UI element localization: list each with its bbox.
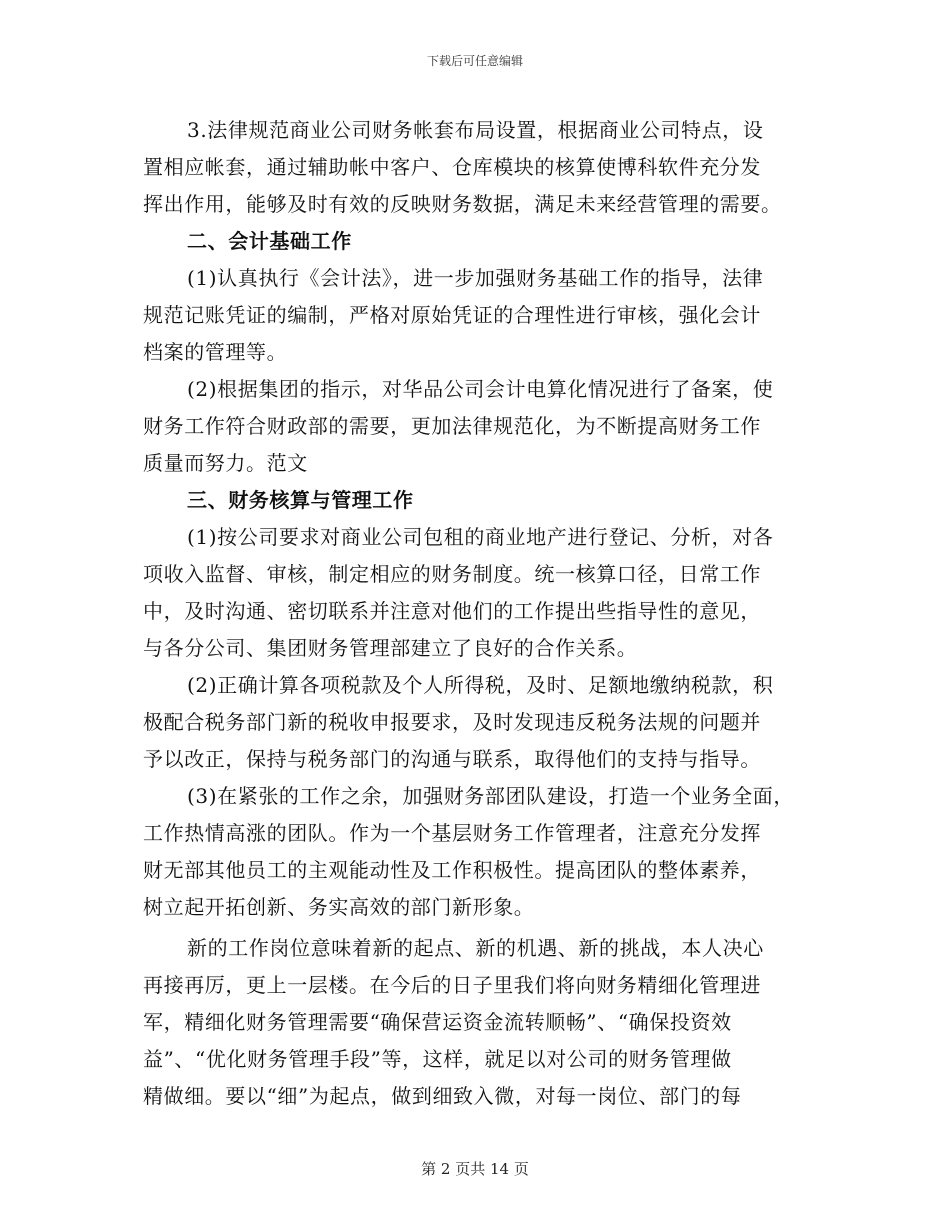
body-line: (2)正确计算各项税款及个人所得税，及时、足额地缴纳税款，积 (187, 673, 774, 697)
body-line: 质量而努力。范文 (143, 451, 308, 475)
body-line: (3)在紧张的工作之余，加强财务部团队建设，打造一个业务全面， (187, 784, 794, 808)
body-line: 挥出作用，能够及时有效的反映财务数据，满足未来经营管理的需要。 (143, 192, 782, 216)
body-line: 3.法律规范商业公司财务帐套布局设置，根据商业公司特点，设 (187, 118, 764, 142)
body-line: 精做细。要以“细”为起点，做到细致入微，对每一岗位、部门的每 (143, 1084, 742, 1108)
body-line: (2)根据集团的指示，对华品公司会计电算化情况进行了备案，使 (187, 377, 774, 401)
body-line: 档案的管理等。 (143, 340, 288, 364)
body-line: 军，精细化财务管理需要“确保营运资金流转顺畅”、“确保投资效 (143, 1010, 732, 1034)
section-heading: 三、财务核算与管理工作 (187, 488, 414, 512)
body-line: 工作热情高涨的团队。作为一个基层财务工作管理者，注意充分发挥 (143, 821, 761, 845)
body-line: 益”、“优化财务管理手段”等，这样，就足以对公司的财务管理做 (143, 1047, 732, 1071)
body-line: 财无部其他员工的主观能动性及工作积极性。提高团队的整体素养， (143, 858, 761, 882)
body-line: 极配合税务部门新的税收申报要求，及时发现违反税务法规的问题并 (143, 710, 761, 734)
body-line: 置相应帐套，通过辅助帐中客户、仓库模块的核算使博科软件充分发 (143, 155, 761, 179)
body-line: (1)认真执行《会计法》，进一步加强财务基础工作的指导，法律 (187, 266, 764, 290)
section-heading: 二、会计基础工作 (187, 229, 352, 253)
body-line: 财务工作符合财政部的需要，更加法律规范化，为不断提高财务工作 (143, 414, 761, 438)
body-line: 树立起开拓创新、务实高效的部门新形象。 (143, 895, 535, 919)
body-line: 与各分公司、集团财务管理部建立了良好的合作关系。 (143, 636, 638, 660)
body-line: 规范记账凭证的编制，严格对原始凭证的合理性进行审核，强化会计 (143, 303, 761, 327)
body-line: (1)按公司要求对商业公司包租的商业地产进行登记、分析，对各 (187, 525, 774, 549)
body-line: 予以改正，保持与税务部门的沟通与联系，取得他们的支持与指导。 (143, 747, 761, 771)
page-footer: 第 2 页共 14 页 (421, 1160, 529, 1178)
document-body (143, 112, 808, 1115)
body-line: 项收入监督、审核，制定相应的财务制度。统一核算口径，日常工作 (143, 562, 761, 586)
body-line: 中，及时沟通、密切联系并注意对他们的工作提出些指导性的意见， (143, 599, 761, 623)
page-header: 下载后可任意编辑 (426, 54, 523, 68)
body-line: 新的工作岗位意味着新的起点、新的机遇、新的挑战，本人决心 (187, 936, 764, 960)
body-line: 再接再厉，更上一层楼。在今后的日子里我们将向财务精细化管理进 (143, 973, 761, 997)
